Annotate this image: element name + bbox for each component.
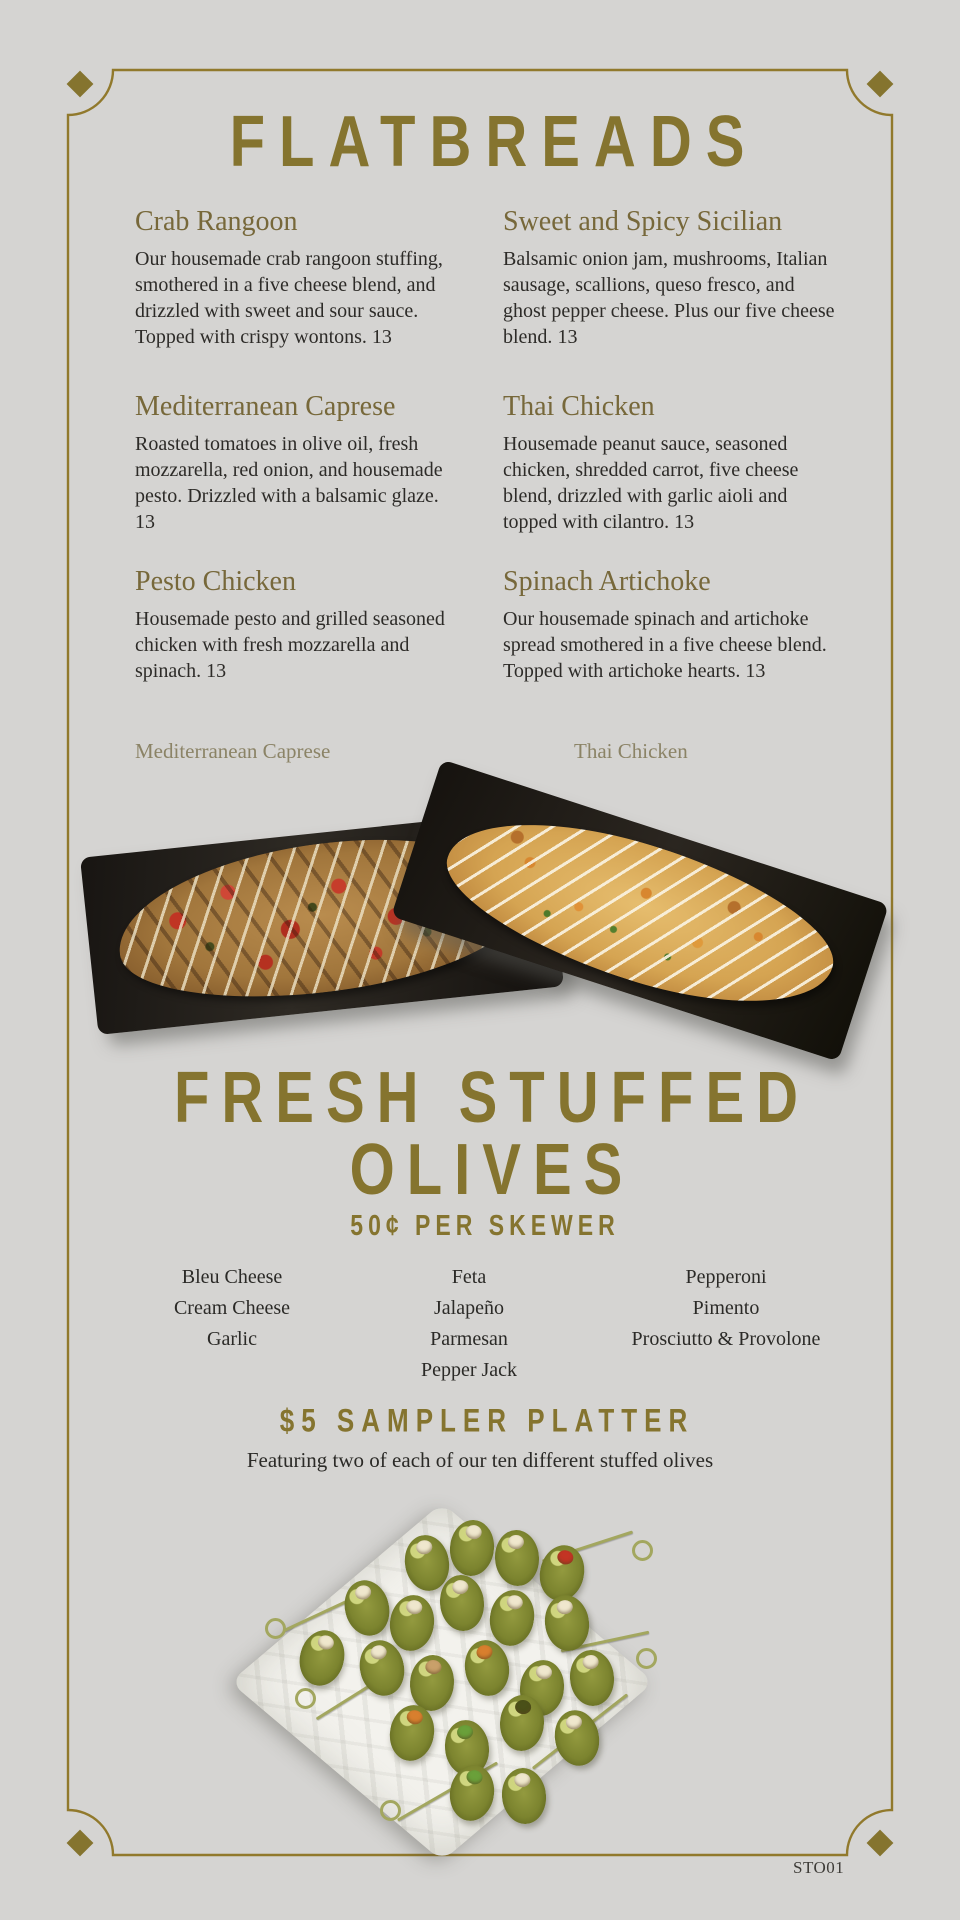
item-desc: Roasted tomatoes in olive oil, fresh mozzarella, red onion, and housemade pesto. Drizzled with a balsamic glaze. 13 (135, 433, 443, 533)
olive-option: Bleu Cheese (181, 1266, 283, 1288)
olives-price-note: 50¢ PER SKEWER (350, 1208, 620, 1242)
item-price: 13 (206, 660, 227, 682)
pick-loop (632, 1540, 653, 1561)
olive-option: Jalapeño (434, 1297, 504, 1319)
photo-caption-mediterranean-caprese: Mediterranean Caprese (135, 739, 331, 763)
corner-diamond-bottom-right (867, 1830, 894, 1857)
olive (386, 1592, 437, 1654)
item-name: Spinach Artichoke (503, 566, 711, 597)
item-price: 13 (674, 511, 695, 533)
item-name: Thai Chicken (503, 391, 655, 422)
olive (447, 1518, 497, 1578)
olive (568, 1648, 617, 1708)
item-price: 13 (557, 326, 578, 348)
menu-footer-code: STO01 (793, 1858, 845, 1877)
corner-diamond-top-right (867, 71, 894, 98)
olive (461, 1637, 513, 1699)
olive-option: Feta (451, 1266, 487, 1288)
olive (294, 1626, 350, 1691)
olive-option: Pimento (692, 1297, 760, 1319)
olive-platter-photo (240, 1500, 660, 1870)
pick-loop (295, 1688, 316, 1709)
item-desc: Housemade pesto and grilled seasoned chicken with fresh mozzarella and spinach. 13 (135, 608, 445, 682)
sampler-platter-title: $5 SAMPLER PLATTER (279, 1401, 695, 1439)
pick-loop (265, 1618, 286, 1639)
item-desc: Housemade peanut sauce, seasoned chicken, shredded carrot, five cheese blend, drizzled with garlic aioli and topped with cilantro. 13 (503, 433, 799, 533)
photo-caption-thai-chicken: Thai Chicken (574, 739, 688, 763)
corner-diamond-top-left (67, 71, 94, 98)
item-name: Pesto Chicken (135, 566, 296, 597)
olive (485, 1587, 538, 1650)
olive (339, 1576, 395, 1641)
olives-section-title: FRESH STUFFED OLIVES (173, 1056, 811, 1210)
olive (446, 1762, 498, 1824)
item-price: 13 (745, 660, 766, 682)
item-desc: Balsamic onion jam, mushrooms, Italian sausage, scallions, queso fresco, and ghost pepper cheese. Plus our five cheese blend. 13 (503, 248, 835, 348)
olive-option: Parmesan (430, 1328, 508, 1350)
olive (493, 1529, 541, 1588)
olive (499, 1766, 549, 1826)
olive-option: Pepperoni (685, 1266, 767, 1288)
item-desc: Our housemade spinach and artichoke spread smothered in a five cheese blend. Topped with artichoke hearts. 13 (503, 608, 827, 682)
corner-diamond-bottom-left (67, 1830, 94, 1857)
item-desc: Our housemade crab rangoon stuffing, smothered in a five cheese blend, and drizzled with sweet and sour sauce. Topped with crispy wontons. 13 (135, 248, 443, 348)
flatbreads-section-title: FLATBREADS (229, 100, 759, 182)
olive-option: Cream Cheese (173, 1297, 291, 1319)
item-name: Crab Rangoon (135, 206, 298, 237)
pick-loop (380, 1800, 401, 1821)
olive-option: Pepper Jack (420, 1359, 518, 1381)
pick-loop (636, 1648, 657, 1669)
item-name: Mediterranean Caprese (135, 391, 396, 422)
olive (408, 1653, 457, 1713)
item-name: Sweet and Spicy Sicilian (503, 206, 783, 237)
olive-option: Prosciutto & Provolone (631, 1328, 821, 1350)
item-price: 13 (135, 511, 155, 533)
item-price: 13 (371, 326, 392, 348)
sampler-platter-desc: Featuring two of each of our ten different stuffed olives (246, 1448, 714, 1472)
olive-option: Garlic (207, 1328, 257, 1350)
